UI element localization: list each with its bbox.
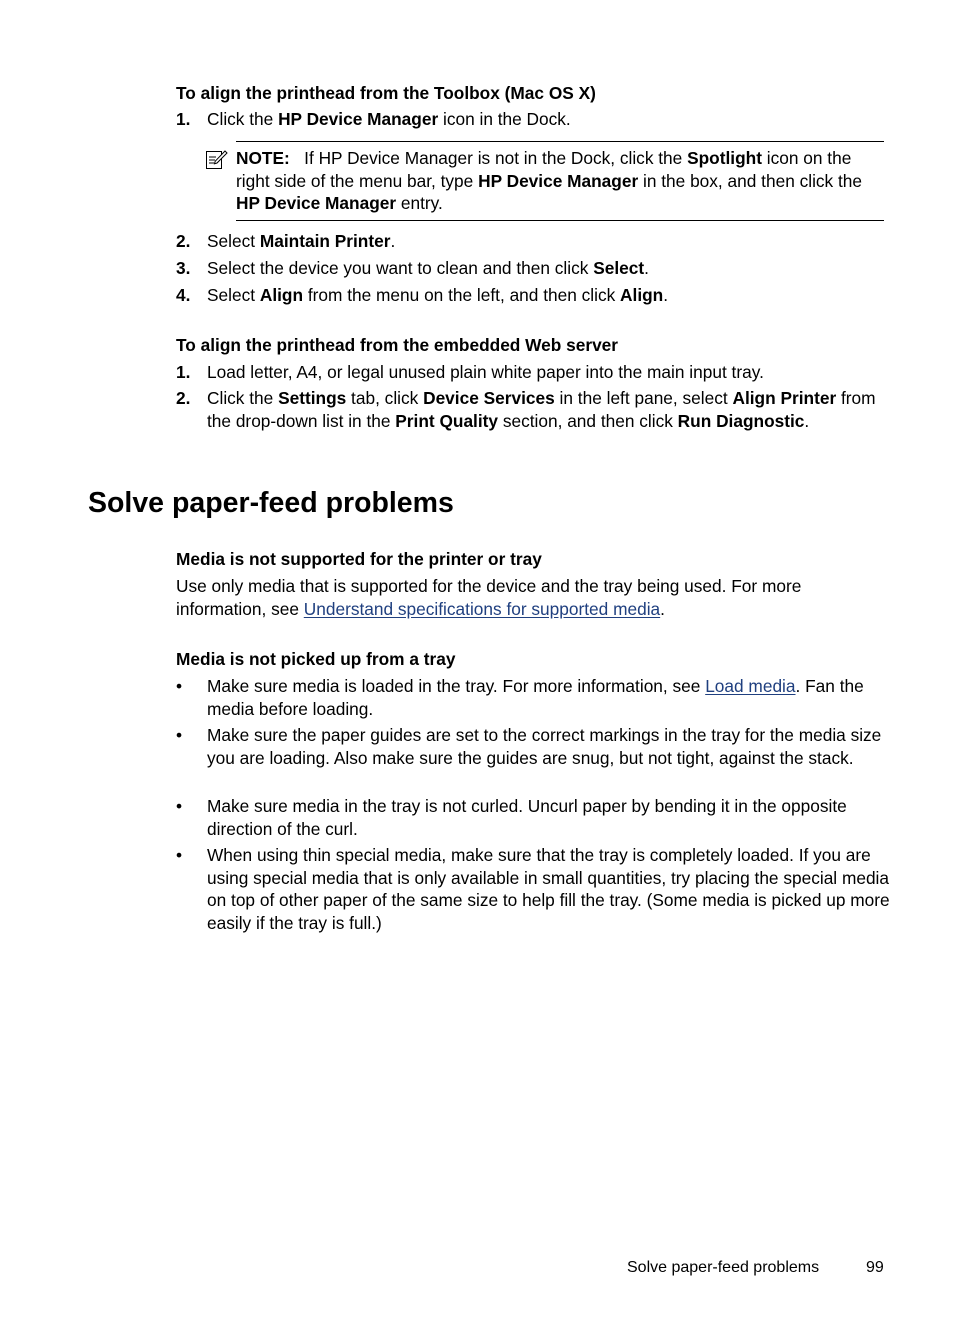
step-number: 2. (176, 388, 191, 408)
step-number: 4. (176, 285, 191, 305)
note-text: NOTE: If HP Device Manager is not in the Dock, click the Spotlight icon on the right side of the menu bar, type HP Device Manager in the box, and then click the HP Device Manager entry. (236, 148, 863, 213)
step-item (176, 284, 891, 307)
bullet: • (176, 725, 183, 745)
bullet: • (176, 845, 183, 865)
step-text: Load letter, A4, or legal unused plain white paper into the main input tray. (207, 362, 764, 382)
step-text: Click the HP Device Manager icon in the Dock. (207, 109, 571, 129)
step-text: Select Maintain Printer. (207, 231, 396, 251)
page-number: 99 (866, 1259, 884, 1276)
paragraph: Use only media that is supported for the device and the tray being used. For more information, see Understand specifications for supported media. (176, 576, 802, 619)
note-label: NOTE: (236, 148, 290, 168)
note-bottom-rule (236, 220, 884, 221)
list-item-text: When using thin special media, make sure that the tray is completely loaded. If you are using special media that is only available in small quantities, try placing the special media on top of other paper of the same size to help fill the tray. (Some media is picked up more easily if the tray is full.) (207, 845, 890, 933)
list-item (176, 844, 891, 934)
list-item (176, 724, 891, 769)
note-top-rule (236, 141, 884, 142)
note-pencil-icon (204, 148, 228, 172)
section-heading-ews: To align the printhead from the embedded Web server (176, 335, 619, 355)
step-item (176, 387, 891, 432)
step-text: Select the device you want to clean and then click Select. (207, 258, 649, 278)
bullet: • (176, 796, 183, 816)
bullet: • (176, 676, 183, 696)
step-item (176, 230, 891, 253)
step-text: Click the Settings tab, click Device Services in the left pane, select Align Printer from the drop-down list in the Print Quality section, and then click Run Diagnostic. (207, 388, 876, 431)
list-item (176, 795, 891, 840)
list-item (176, 675, 891, 720)
footer-section-title: Solve paper-feed problems (627, 1259, 820, 1276)
step-number: 1. (176, 362, 191, 382)
subsection-heading-not-picked: Media is not picked up from a tray (176, 649, 456, 669)
step-number: 1. (176, 109, 191, 129)
subsection-heading-unsupported: Media is not supported for the printer or tray (176, 549, 542, 569)
page-title: Solve paper-feed problems (88, 487, 454, 519)
step-number: 2. (176, 231, 191, 251)
step-number: 3. (176, 258, 191, 278)
step-item (176, 361, 891, 384)
list-item-text: Make sure media in the tray is not curled. Uncurl paper by bending it in the opposite direction of the curl. (207, 796, 847, 839)
link-load-media[interactable]: Load media (705, 676, 796, 696)
list-item-text: Make sure media is loaded in the tray. For more information, see Load media. Fan the media before loading. (207, 676, 864, 719)
list-item-text: Make sure the paper guides are set to the correct markings in the tray for the media size you are loading. Also make sure the guides are snug, but not tight, against the stack. (207, 725, 882, 768)
step-item (176, 108, 891, 131)
step-item (176, 257, 891, 280)
step-text: Select Align from the menu on the left, and then click Align. (207, 285, 669, 305)
section-heading-toolbox: To align the printhead from the Toolbox (Mac OS X) (176, 83, 596, 103)
link-supported-media[interactable]: Understand specifications for supported media (303, 598, 661, 619)
